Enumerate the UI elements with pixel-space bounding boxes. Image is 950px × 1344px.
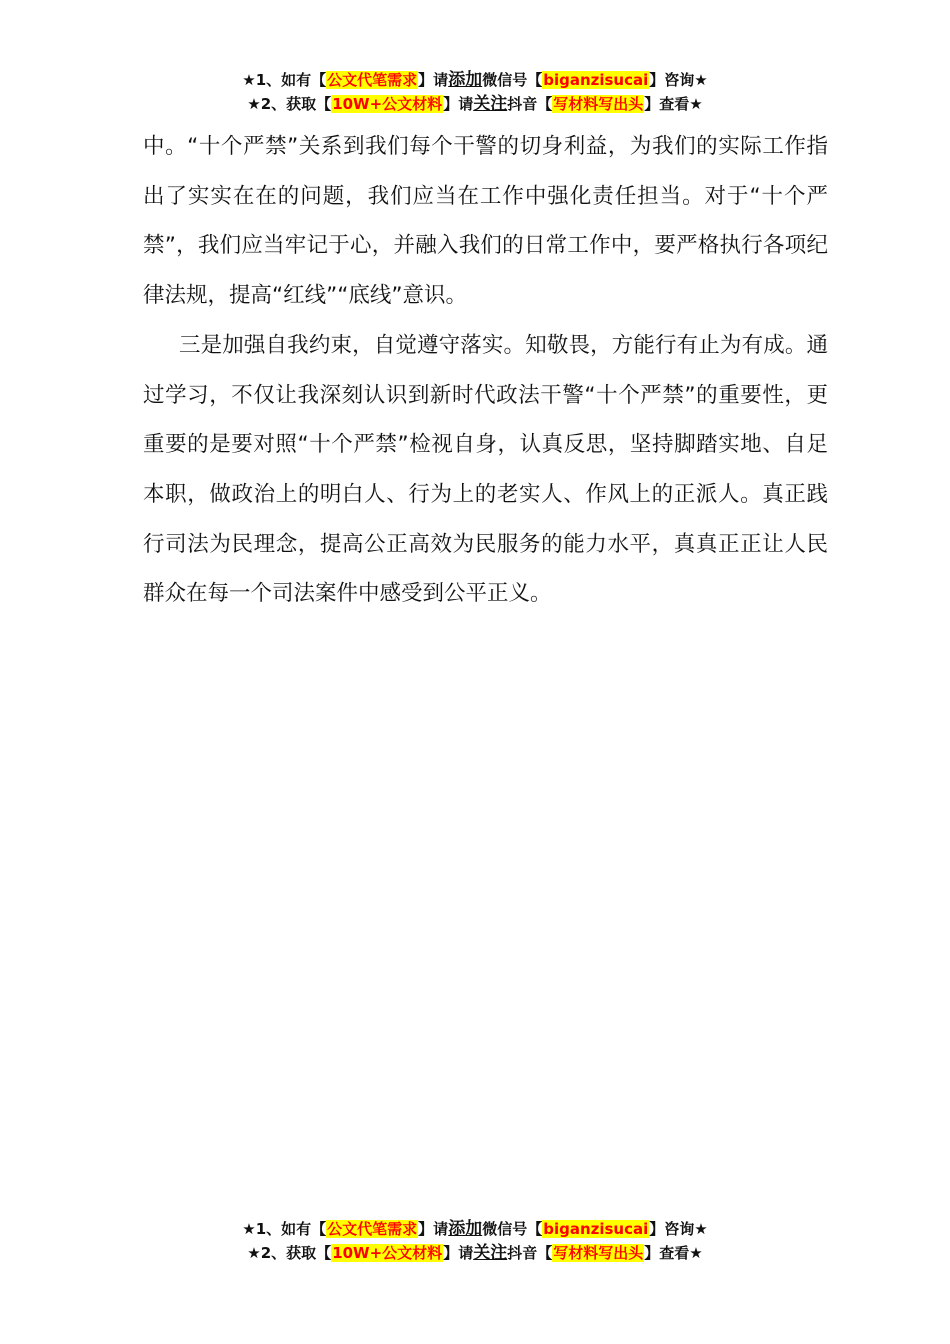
- document-body: [143, 122, 828, 619]
- highlight-service: 公文代笔需求: [327, 71, 418, 89]
- header-banner: [0, 68, 950, 116]
- banner-text: 】请: [418, 71, 449, 89]
- banner-text: 微信号【: [482, 1220, 543, 1238]
- banner-emphasis: 添加: [448, 1219, 483, 1239]
- banner-text: 】咨询★: [649, 71, 708, 89]
- banner-text: 】请: [443, 95, 474, 113]
- body-paragraph-2: 三是加强自我约束，自觉遵守落实。知敬畏，方能行有止为有成。通过学习，不仅让我深刻认识到新时代政法干警“十个严禁”的重要性，更重要的是要对照“十个严禁”检视自身，认真反思，坚持脚踏实地、自足本职，做政治上的明白人、行为上的老实人、作风上的正派人。真正践行司法为民理念，提高公正高效为民服务的能力水平，真真正正让人民群众在每一个司法案件中感受到公平正义。: [143, 332, 828, 607]
- highlight-service: 公文代笔需求: [327, 1220, 418, 1238]
- banner-line-1: [0, 1217, 950, 1241]
- highlight-douyin-account: 写材料写出头: [553, 1244, 644, 1262]
- banner-emphasis: 关注: [473, 1243, 508, 1263]
- banner-text: 】请: [443, 1244, 474, 1262]
- banner-text: 】查看★: [644, 1244, 703, 1262]
- banner-text: 】咨询★: [649, 1220, 708, 1238]
- body-paragraph-1: 中。“十个严禁”关系到我们每个干警的切身利益，为我们的实际工作指出了实实在在的问题，我们应当在工作中强化责任担当。对于“十个严禁”，我们应当牢记于心，并融入我们的日常工作中，要严格执行各项纪律法规，提高“红线”“底线”意识。: [143, 134, 828, 309]
- banner-text: 】请: [418, 1220, 449, 1238]
- footer-banner: [0, 1217, 950, 1265]
- banner-line-1: [0, 68, 950, 92]
- banner-text: 微信号【: [482, 71, 543, 89]
- banner-emphasis: 添加: [448, 70, 483, 90]
- banner-text: 抖音【: [507, 95, 553, 113]
- banner-text: ★1、如有【: [242, 1220, 327, 1238]
- banner-line-2: [0, 92, 950, 116]
- highlight-wechat-id: biganzisucai: [543, 1220, 649, 1238]
- banner-text: ★1、如有【: [242, 71, 327, 89]
- highlight-materials: 10W+公文材料: [332, 1244, 443, 1262]
- highlight-douyin-account: 写材料写出头: [553, 95, 644, 113]
- banner-text: ★2、获取【: [247, 95, 332, 113]
- banner-line-2: [0, 1241, 950, 1265]
- banner-text: 抖音【: [507, 1244, 553, 1262]
- banner-text: ★2、获取【: [247, 1244, 332, 1262]
- banner-emphasis: 关注: [473, 94, 508, 114]
- highlight-wechat-id: biganzisucai: [543, 71, 649, 89]
- highlight-materials: 10W+公文材料: [332, 95, 443, 113]
- banner-text: 】查看★: [644, 95, 703, 113]
